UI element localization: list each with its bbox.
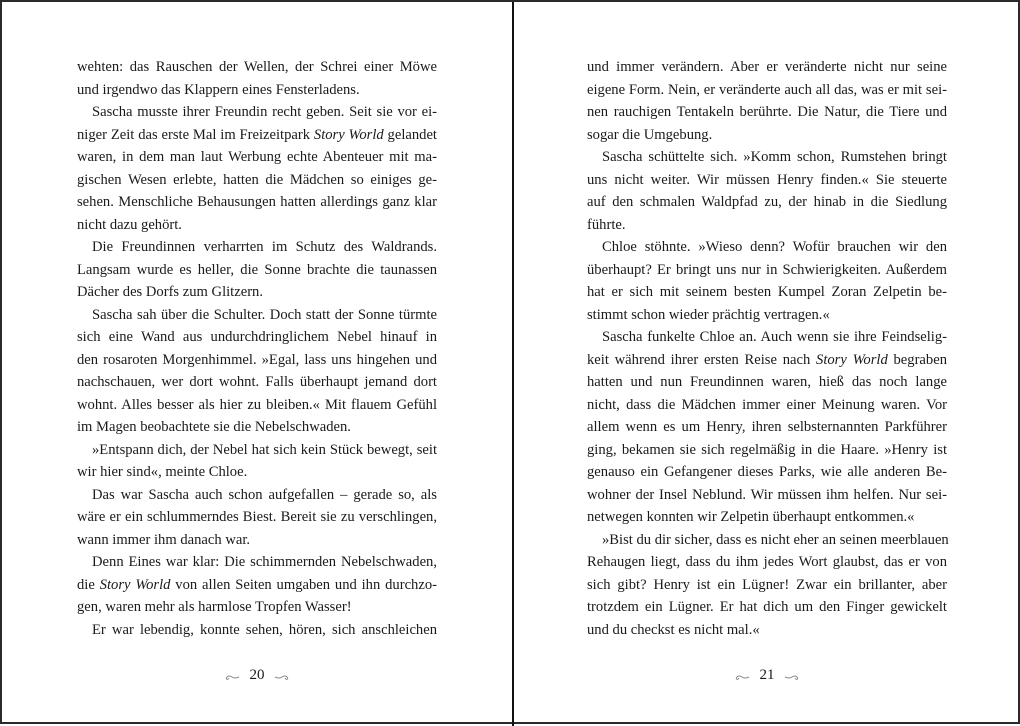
left-page-body [77,56,437,641]
text-segment: die [77,576,100,593]
page-number-left: 20 [249,667,265,683]
text-line: stimmt schon wieder prächtig vertragen.« [587,306,830,323]
text-line: sogar die Umgebung. [587,126,713,143]
text-line: wehten: das Rauschen der Wellen, der Schrei einer Möwe [77,59,437,75]
text-line: wohnt. Alles besser als hier zu bleiben.« Mit flauem Gefühl [77,396,437,413]
text-segment: keit während ihrer ersten Reise nach [587,351,817,368]
text-line: wäre er ein schlummerndes Biest. Bereit sie zu verschlingen, [77,509,437,525]
right-page-footer [587,667,947,684]
text-line: Er war lebendig, konnte sehen, hören, sich anschleichen [92,621,437,638]
text-line: uns nicht weiter. Wir müssen Henry finden.« Sie steuerte [587,171,947,188]
ornament-right-icon [274,671,290,681]
text-line: wann immer ihm danach war. [77,531,251,548]
ornament-right-icon [784,671,800,681]
text-segment: gelandet [383,126,437,143]
italic-title: Story World [816,351,888,368]
page-number-right: 21 [759,667,775,683]
text-line: überhaupt? Er bringt uns nur in Schwierigkeiten. Außerdem [587,261,947,278]
text-line: sehen. Menschliche Behausungen hatten allerdings ganz klar [77,194,437,210]
text-line: ging, bekamen sie sich regelmäßig in die Haare. »Henry ist [587,441,947,458]
text-line: allem wenn es um Henry, ihren selbsternannten Parkführer [587,419,947,435]
text-line: Langsam wurde es heller, die Sonne brachte die taunassen [77,261,437,278]
text-line: sich eine Wand aus undurchdringlichem Nebel hinauf in [77,329,437,345]
text-line [77,124,437,147]
italic-title: Story World [313,126,384,143]
text-line: nachschauen, wer dort wohnt. Falls überhaupt jemand dort [77,374,437,390]
text-line: wir hier sind«, meinte Chloe. [77,464,248,480]
text-line: »Entspann dich, der Nebel hat sich kein Stück bewegt, seit [92,441,437,458]
text-line: waren, in dem man laut Werbung echte Abenteuer mit ma- [77,149,437,165]
text-line: hatten und nun Freundinnen waren, hieß das noch lange [587,374,947,390]
text-line: auf den schmalen Waldpfad zu, der hinab in die Siedlung [587,194,947,210]
text-line: sich gibt? Henry ist ein Lügner! Zwar ein brillanter, aber [587,576,947,593]
text-line: gen, waren mehr als harmlose Tropfen Wasser! [77,599,352,615]
text-line: Rehaugen liegt, dass du ihm jedes Wort glaubst, das er von [587,554,947,570]
text-line: eigene Form. Nein, er veränderte auch all das, was er mit sei- [587,81,947,98]
text-line: Dächer des Dorfs zum Glitzern. [77,284,263,300]
right-page-body [587,56,947,641]
text-line: nen rauchigen Tentakeln berührte. Die Natur, die Tiere und [587,104,947,120]
ornament-left-icon [224,671,240,681]
text-line: genauso ein Gefangener dieses Parks, wie alle anderen Be- [587,464,947,480]
left-page-footer [77,667,437,684]
text-segment: niger Zeit das erste Mal im Freizeitpark [77,126,314,143]
text-line: Chloe stöhnte. »Wieso denn? Wofür brauchen wir den [602,239,947,255]
text-line [77,574,437,597]
italic-title: Story World [99,576,171,593]
text-line: wohner der Insel Neblund. Wir müssen ihm helfen. Nur sei- [587,486,947,503]
text-line: Sascha sah über die Schulter. Doch statt der Sonne türmte [92,306,437,323]
text-line: gischen Wesen erlebte, hatten die Mädchen so einiges ge- [77,171,437,188]
page-gutter-divider [512,2,514,726]
text-line: nicht, dass die Mädchen immer einer Meinung waren. Vor [587,396,947,413]
text-line: führte. [587,216,626,233]
text-line: Sascha musste ihrer Freundin recht geben. Seit sie vor ei- [92,104,437,120]
text-line: »Bist du dir sicher, dass es nicht eher an seinen meerblauen [602,531,949,548]
text-line: Sascha funkelte Chloe an. Auch wenn sie ihre Feindselig- [602,329,947,345]
text-line: und immer verändern. Aber er veränderte nicht nur seine [587,59,947,75]
text-line [587,349,947,372]
text-line: im Magen beobachtete sie die Nebelschwaden. [77,419,351,435]
text-line: und irgendwo das Klappern eines Fensterladens. [77,81,360,98]
text-segment: von allen Seiten umgaben und ihn durchzo- [170,576,437,593]
text-line: trotzdem ein Lügner. Er hat dich um den Finger gewickelt [587,599,947,615]
text-line: Sascha schüttelte sich. »Komm schon, Rumstehen bringt [602,149,947,165]
text-line: Das war Sascha auch schon aufgefallen – gerade so, als [92,486,437,503]
text-line: und du checkst es nicht mal.« [587,621,760,638]
text-line: netwegen konnten wir Zelpetin überhaupt entkommen.« [587,509,915,525]
text-line: hat er sich mit seinem besten Kumpel Zoran Zelpetin be- [587,284,947,300]
ornament-left-icon [734,671,750,681]
text-line: Denn Eines war klar: Die schimmernden Nebelschwaden, [92,554,437,570]
text-line: Die Freundinnen verharrten im Schutz des Waldrands. [92,239,437,255]
text-line: den rosaroten Morgenhimmel. »Egal, lass uns hingehen und [77,351,437,368]
text-segment: begraben [887,351,947,368]
text-line: nicht dazu gehört. [77,216,182,233]
